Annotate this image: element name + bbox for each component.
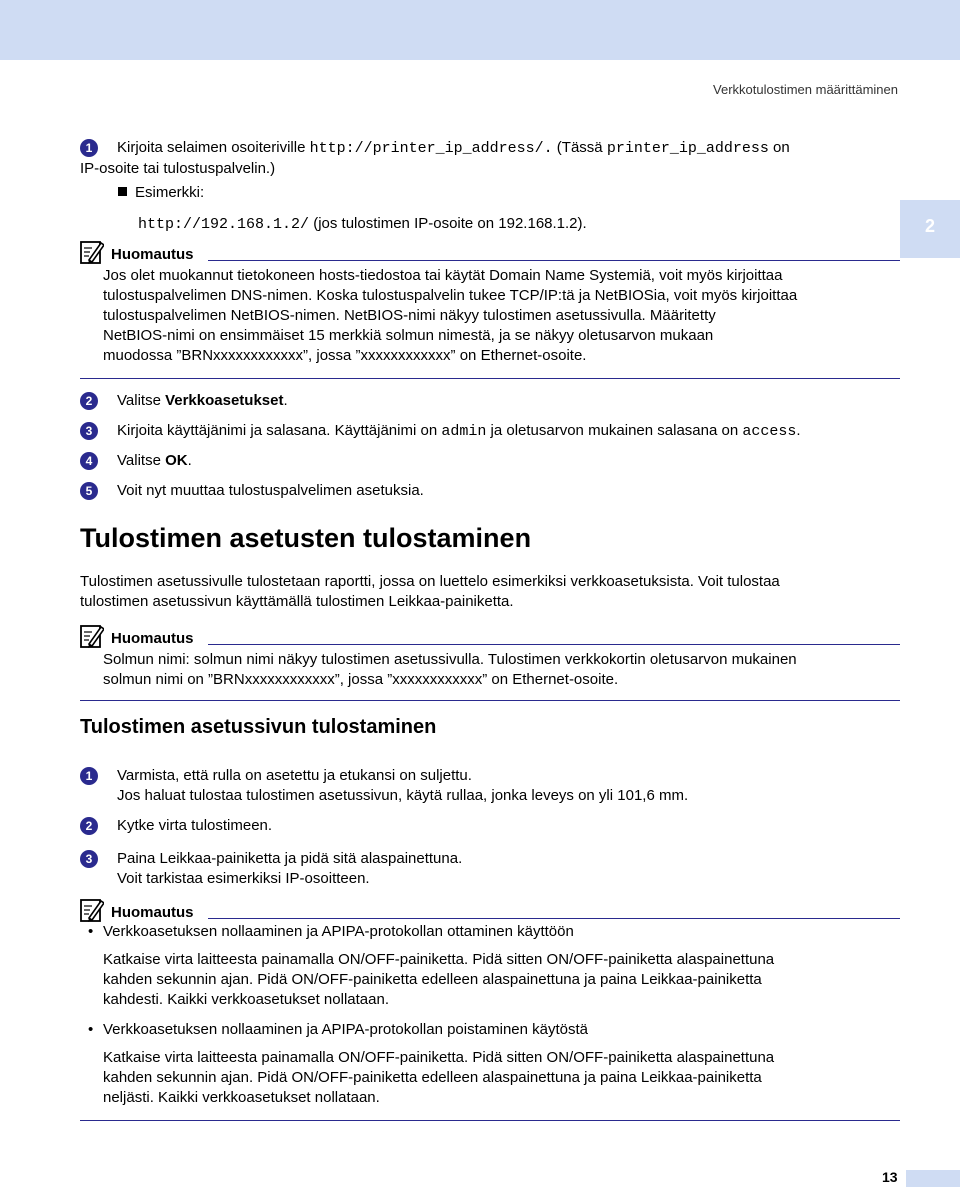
note-line: muodossa ”BRNxxxxxxxxxxxx”, jossa ”xxxxxxxxxxxx” on Ethernet-osoite. [103, 347, 587, 364]
step-3 [80, 849, 910, 889]
pencil-note-icon [80, 239, 104, 265]
step-text: . [796, 422, 801, 439]
pencil-note-icon [80, 623, 104, 649]
step-number: 1 [80, 139, 98, 157]
button-name: OK [165, 452, 188, 469]
note-line: Jos olet muokannut tietokoneen hosts-tiedostoa tai käytät Domain Name Systemiä, voit myös kirjoittaa [103, 267, 783, 284]
note-divider [208, 644, 900, 645]
step-text: Voit tarkistaa esimerkiksi IP-osoitteen. [117, 870, 370, 887]
note-line: Katkaise virta laitteesta painamalla ON/OFF-painiketta. Pidä sitten ON/OFF-painiketta alaspainettuna [103, 951, 775, 968]
note-divider [208, 260, 900, 261]
step-2 [80, 391, 910, 411]
step-text: Jos haluat tulostaa tulostimen asetussivun, käytä rullaa, jonka leveys on yli 101,6 mm. [117, 787, 689, 804]
paragraph-line: Tulostimen asetussivulle tulostetaan raportti, jossa on luettelo esimerkiksi verkkoasetuksista. Voit tulostaa [80, 573, 780, 590]
step-number: 5 [80, 482, 98, 500]
step-1-continuation: IP-osoite tai tulostuspalvelin.) [80, 160, 276, 177]
note-body [103, 266, 903, 366]
note-line: tulostuspalvelimen NetBIOS-nimen. NetBIOS-nimi näkyy tulostimen asetussivulla. Määritetty [103, 307, 716, 324]
step-5 [80, 481, 910, 501]
note-line: solmun nimi on ”BRNxxxxxxxxxxxx”, jossa ”xxxxxxxxxxxx” on Ethernet-osoite. [103, 671, 619, 688]
page-number-bar [906, 1170, 960, 1187]
paragraph-line: tulostimen asetussivun käyttämällä tulostimen Leikkaa-painiketta. [80, 593, 514, 610]
example-url-code: http://192.168.1.2/ [138, 216, 310, 233]
note-header [80, 243, 900, 265]
top-band [0, 0, 960, 60]
username-code: admin [441, 423, 487, 440]
note-title: Huomautus [111, 630, 194, 647]
step-text: ja oletusarvon mukainen salasana on [486, 422, 743, 439]
note-header [80, 627, 900, 649]
menu-name: Verkkoasetukset [165, 392, 284, 409]
note-body [103, 950, 903, 1010]
step-3 [80, 421, 910, 442]
note-line: tulostuspalvelimen DNS-nimen. Koska tulostuspalvelin tukee TCP/IP:tä ja NetBIOSia, voit myös kirjoittaa [103, 287, 798, 304]
note-body [103, 650, 903, 690]
note-line: kahden sekunnin ajan. Pidä ON/OFF-painiketta edelleen alaspainettuna ja paina Leikkaa-painiketta [103, 971, 762, 988]
step-text: Paina Leikkaa-painiketta ja pidä sitä alaspainettuna. [117, 850, 463, 867]
step-text: Varmista, että rulla on asetettu ja etukansi on suljettu. [117, 767, 472, 784]
pencil-note-icon [80, 897, 104, 923]
example-text: (jos tulostimen IP-osoite on 192.168.1.2). [309, 215, 587, 232]
chapter-number: 2 [924, 216, 935, 236]
ip-placeholder-code: printer_ip_address [606, 140, 769, 157]
bullet-dot: • [88, 923, 94, 940]
note-line: Katkaise virta laitteesta painamalla ON/OFF-painiketta. Pidä sitten ON/OFF-painiketta alaspainettuna [103, 1049, 775, 1066]
step-1 [80, 766, 910, 806]
note-line: neljästi. Kaikki verkkoasetukset nollataan. [103, 1089, 380, 1106]
note-body [103, 1048, 903, 1108]
section-heading: Tulostimen asetusten tulostaminen [80, 523, 532, 553]
note-divider [208, 918, 900, 919]
note-bottom-rule [80, 1120, 900, 1121]
note-bullet-heading: Verkkoasetuksen nollaaminen ja APIPA-protokollan ottaminen käyttöön [103, 923, 574, 940]
note-bottom-rule [80, 378, 900, 379]
step-number: 4 [80, 452, 98, 470]
example-label [118, 183, 204, 203]
note-title: Huomautus [111, 904, 194, 921]
step-2 [80, 816, 910, 836]
running-header: Verkkotulostimen määrittäminen [713, 82, 898, 97]
section-paragraph [80, 572, 910, 612]
url-code: http://printer_ip_address/. [309, 140, 553, 157]
step-text: . [187, 452, 192, 469]
step-text: (Tässä [552, 139, 607, 156]
note-title: Huomautus [111, 246, 194, 263]
note-bullet-heading: Verkkoasetuksen nollaaminen ja APIPA-protokollan poistaminen käytöstä [103, 1021, 589, 1038]
note-line: kahdesti. Kaikki verkkoasetukset nollataan. [103, 991, 389, 1008]
note-line: Solmun nimi: solmun nimi näkyy tulostimen asetussivulla. Tulostimen verkkokortin oletusarvon mukainen [103, 651, 797, 668]
step-number: 3 [80, 422, 98, 440]
password-code: access [742, 423, 797, 440]
example-line [138, 214, 587, 235]
subsection-heading: Tulostimen asetussivun tulostaminen [80, 716, 437, 738]
page-number: 13 [882, 1169, 898, 1185]
note-line: kahden sekunnin ajan. Pidä ON/OFF-painiketta edelleen alaspainettuna ja paina Leikkaa-painiketta [103, 1069, 762, 1086]
step-text: . [283, 392, 288, 409]
step-number: 3 [80, 850, 98, 868]
note-line: NetBIOS-nimi on ensimmäiset 15 merkkiä solmun nimestä, ja se näkyy oletusarvon mukaan [103, 327, 714, 344]
step-text: Voit nyt muuttaa tulostuspalvelimen asetuksia. [117, 482, 424, 499]
square-bullet-icon [118, 187, 127, 196]
step-1 [80, 138, 910, 159]
step-number: 2 [80, 817, 98, 835]
note-bottom-rule [80, 700, 900, 701]
step-number: 1 [80, 767, 98, 785]
step-text: Valitse [117, 392, 166, 409]
step-text: Kirjoita käyttäjänimi ja salasana. Käyttäjänimi on [117, 422, 442, 439]
step-text: on [768, 139, 790, 156]
bullet-dot: • [88, 1021, 94, 1038]
example-label-text: Esimerkki: [135, 184, 205, 201]
step-text: Kirjoita selaimen osoiteriville [117, 139, 310, 156]
step-number: 2 [80, 392, 98, 410]
note-header [80, 901, 900, 923]
step-text: Valitse [117, 452, 166, 469]
step-4 [80, 451, 910, 471]
step-text: Kytke virta tulostimeen. [117, 817, 273, 834]
